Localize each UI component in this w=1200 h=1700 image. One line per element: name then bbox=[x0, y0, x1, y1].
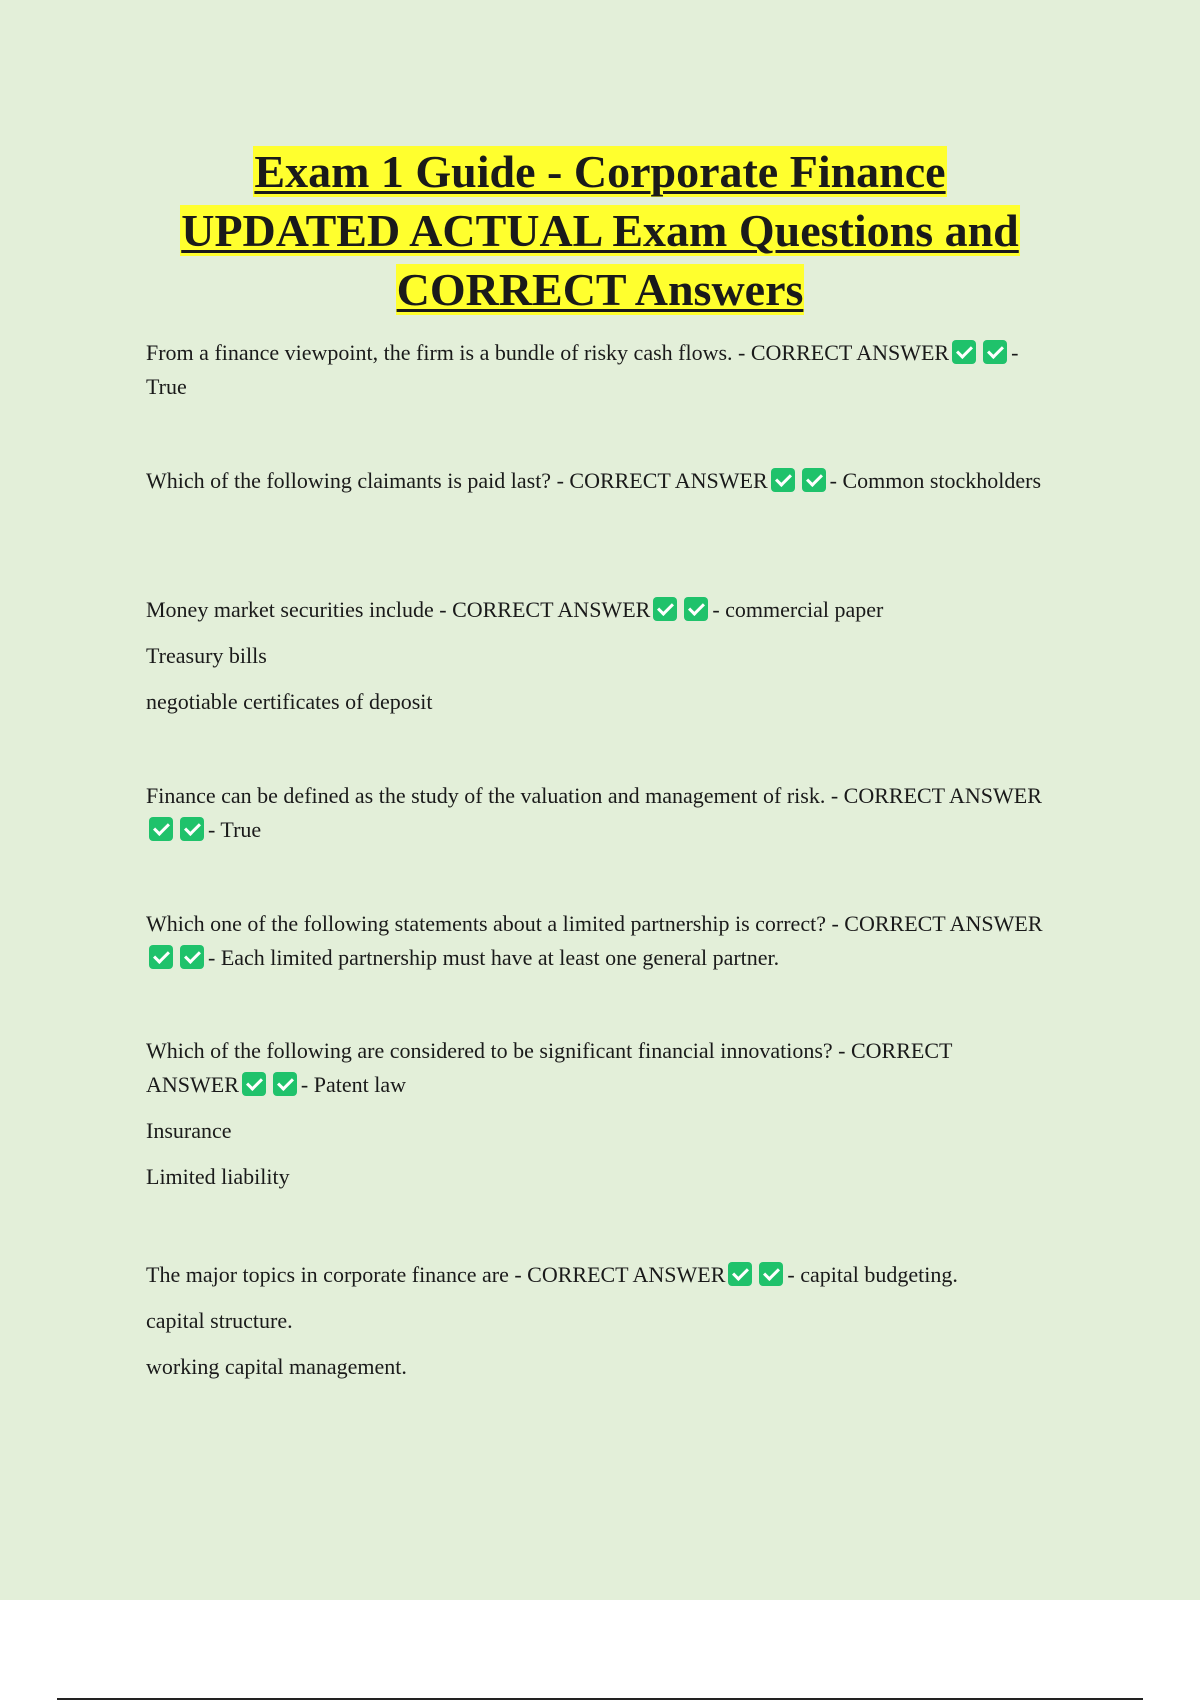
answer-continuation: Treasury bills bbox=[146, 643, 267, 668]
qa-item bbox=[146, 593, 883, 719]
answer-continuation: negotiable certificates of deposit bbox=[146, 689, 433, 714]
qa-text bbox=[146, 1034, 1046, 1102]
qa-item bbox=[146, 466, 1041, 496]
answer-text: - Patent law bbox=[300, 1072, 406, 1097]
title-line-2: UPDATED ACTUAL Exam Questions and bbox=[181, 205, 1019, 256]
question-text: Which of the following are considered to be significant financial innovations? - CORRECT ANSWER bbox=[146, 1038, 953, 1097]
check-box-icon bbox=[983, 340, 1007, 364]
answer-continuation: capital structure. bbox=[146, 1308, 293, 1333]
check-box-icon bbox=[242, 1072, 266, 1096]
question-text: Which one of the following statements about a limited partnership is correct? - CORRECT ANSWER bbox=[146, 911, 1043, 936]
answer-text: - Each limited partnership must have at least one general partner. bbox=[208, 945, 780, 970]
answer-text: - True bbox=[146, 340, 1019, 399]
question-text: From a finance viewpoint, the firm is a bundle of risky cash flows. - CORRECT ANSWER bbox=[146, 340, 950, 365]
check-box-icon bbox=[180, 817, 204, 841]
answer-text: - capital budgeting. bbox=[787, 1262, 958, 1287]
qa-item bbox=[146, 1258, 958, 1384]
check-box-icon bbox=[273, 1072, 297, 1096]
qa-text bbox=[146, 1258, 958, 1292]
title-line-1: Exam 1 Guide - Corporate Finance bbox=[254, 146, 946, 197]
qa-item bbox=[146, 779, 1046, 847]
question-text: The major topics in corporate finance are - CORRECT ANSWER bbox=[146, 1262, 726, 1287]
title-line-3: CORRECT Answers bbox=[396, 264, 804, 315]
qa-text bbox=[146, 336, 1046, 404]
answer-text: - commercial paper bbox=[712, 597, 884, 622]
check-box-icon bbox=[653, 597, 677, 621]
check-box-icon bbox=[149, 817, 173, 841]
qa-item bbox=[146, 336, 1046, 404]
answer-text: - True bbox=[208, 817, 262, 842]
check-box-icon bbox=[759, 1262, 783, 1286]
answer-continuation: working capital management. bbox=[146, 1354, 407, 1379]
check-box-icon bbox=[952, 340, 976, 364]
document-title bbox=[0, 142, 1200, 319]
question-text: Which of the following claimants is paid last? - CORRECT ANSWER bbox=[146, 468, 768, 493]
question-text: Money market securities include - CORRECT ANSWER bbox=[146, 597, 651, 622]
check-box-icon bbox=[728, 1262, 752, 1286]
qa-text bbox=[146, 593, 883, 627]
check-box-icon bbox=[771, 468, 795, 492]
answer-text: - Common stockholders bbox=[829, 468, 1042, 493]
qa-item bbox=[146, 907, 1046, 975]
question-text: Finance can be defined as the study of the valuation and management of risk. - CORRECT ANSWER bbox=[146, 783, 1042, 808]
qa-text bbox=[146, 466, 1041, 496]
qa-text bbox=[146, 907, 1046, 975]
answer-continuation: Insurance bbox=[146, 1118, 232, 1143]
answer-continuation: Limited liability bbox=[146, 1164, 290, 1189]
check-box-icon bbox=[684, 597, 708, 621]
qa-text bbox=[146, 779, 1046, 847]
check-box-icon bbox=[802, 468, 826, 492]
check-box-icon bbox=[149, 945, 173, 969]
check-box-icon bbox=[180, 945, 204, 969]
qa-item bbox=[146, 1034, 1046, 1194]
